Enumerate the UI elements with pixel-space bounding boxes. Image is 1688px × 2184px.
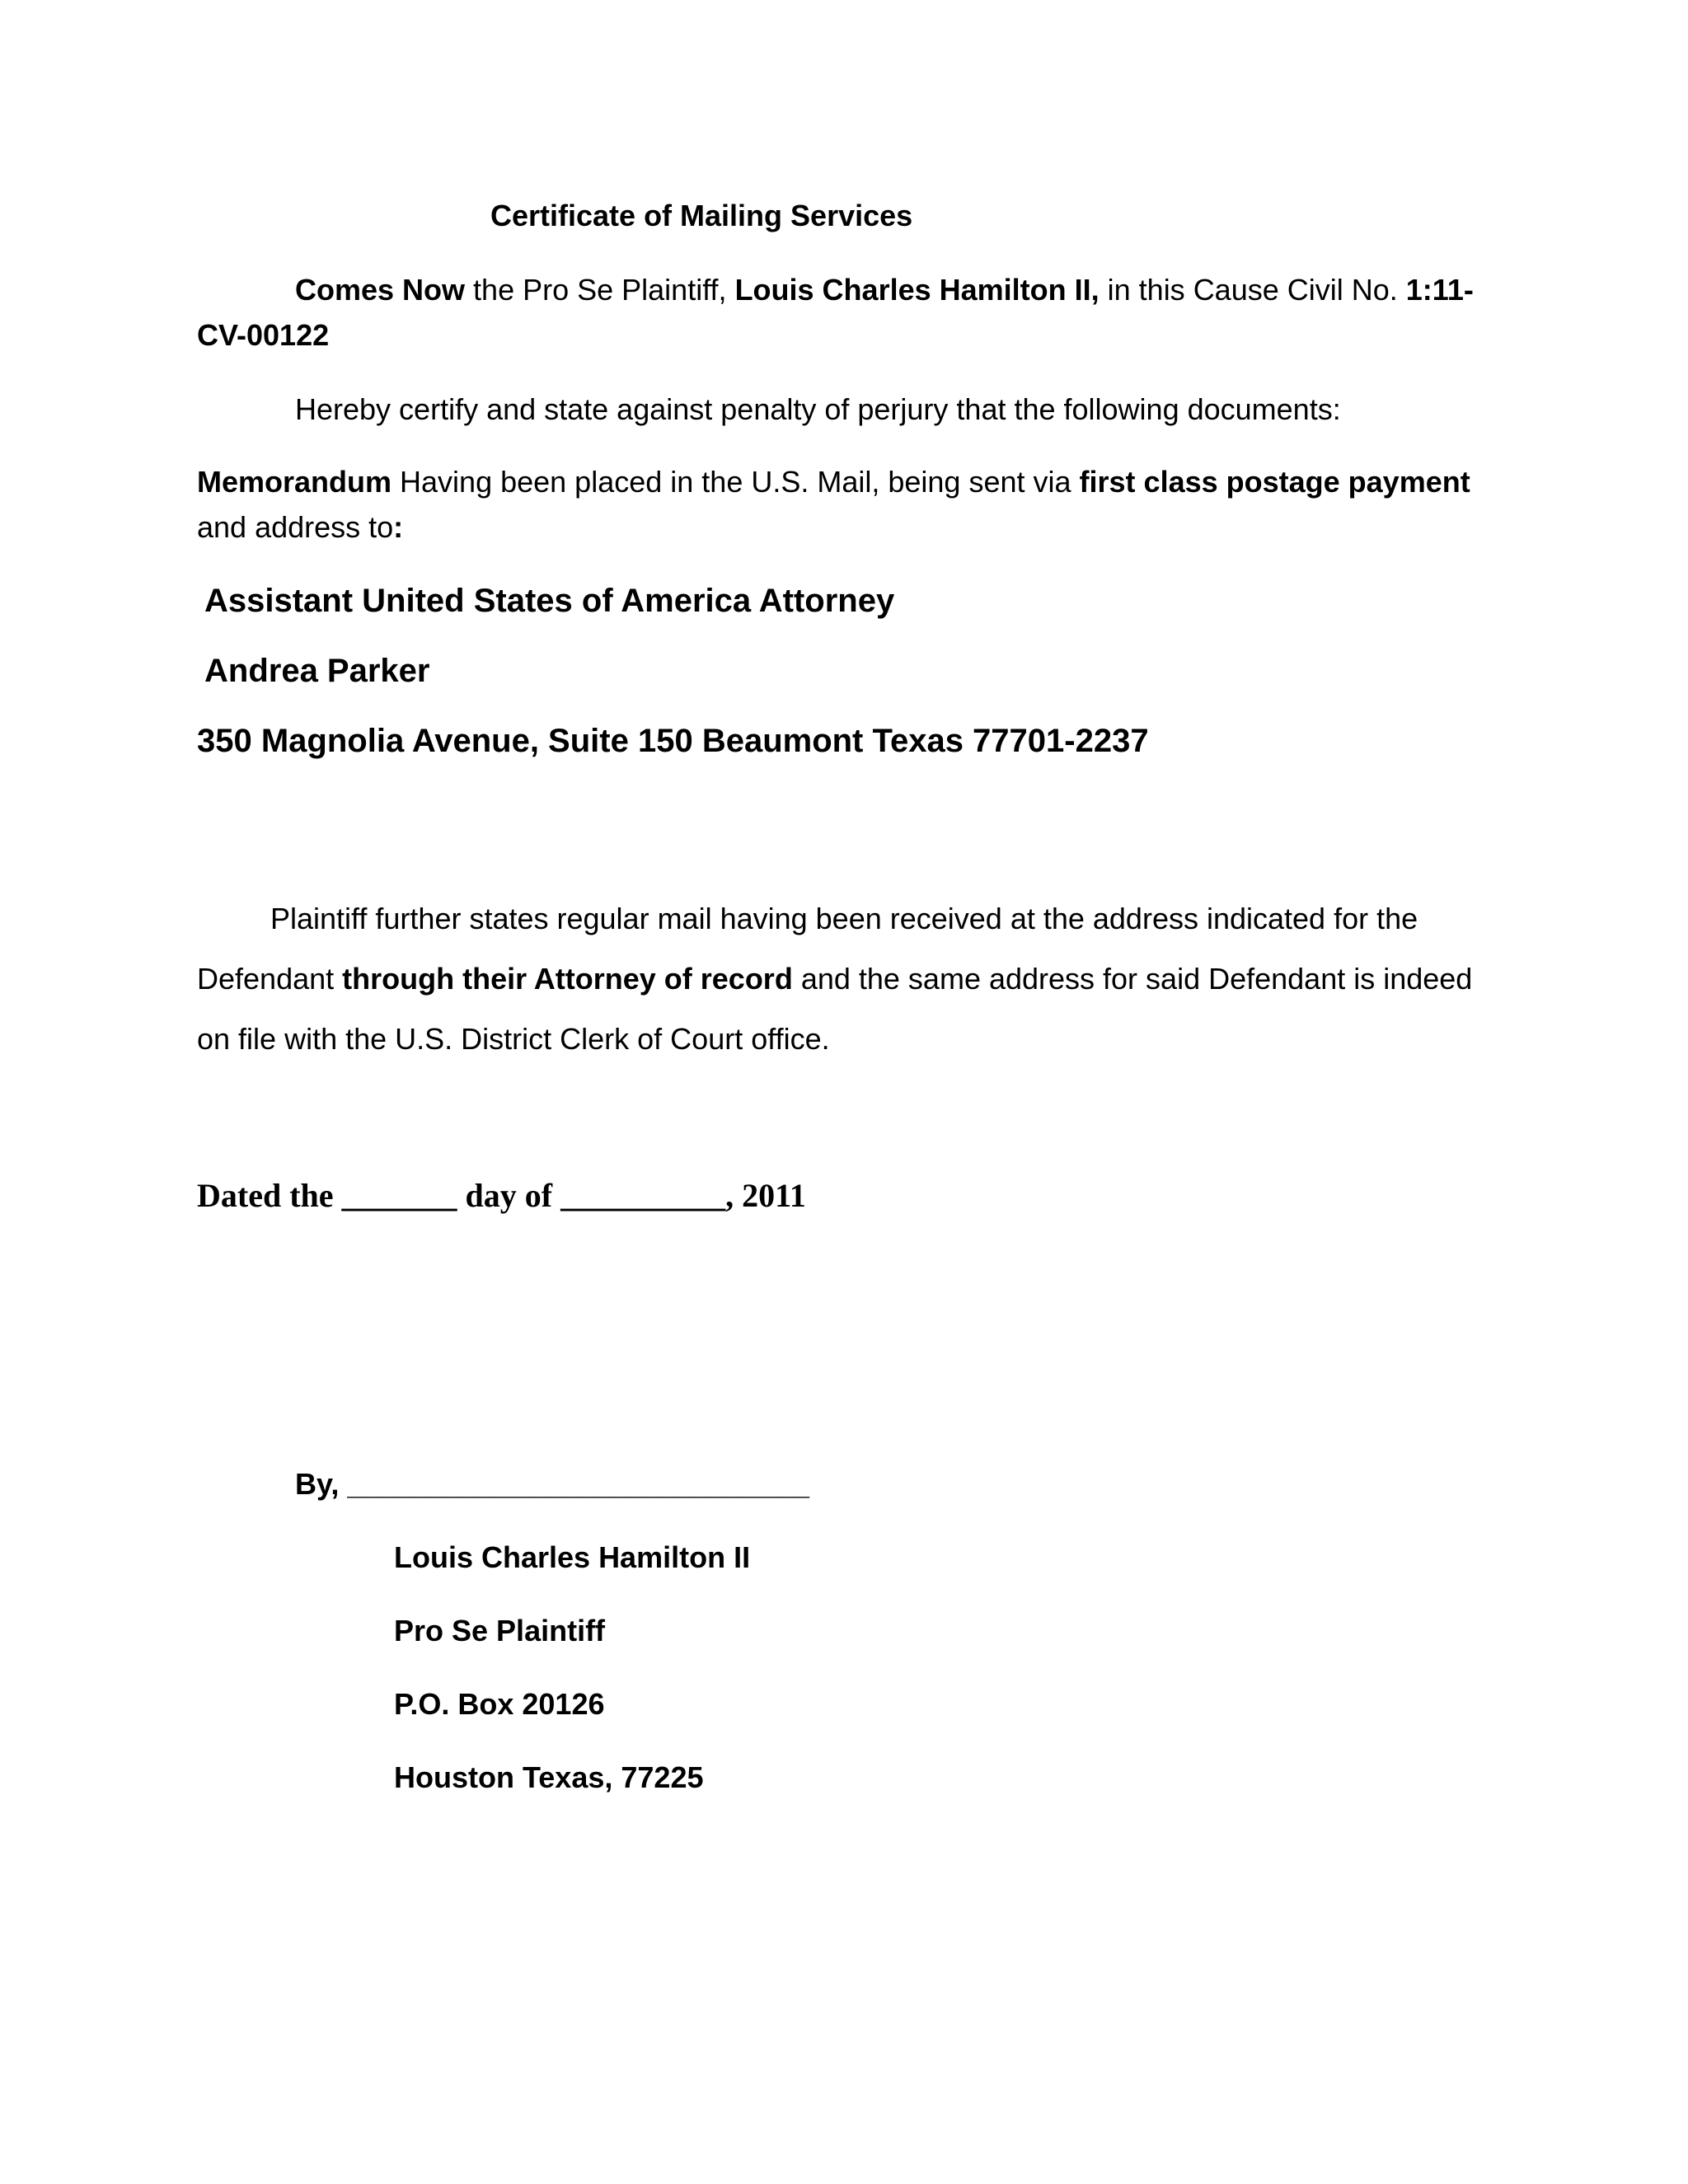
case-number-part2: CV-00122 bbox=[197, 318, 330, 352]
signer-city: Houston Texas, 77225 bbox=[394, 1760, 704, 1794]
recipient-address: 350 Magnolia Avenue, Suite 150 Beaumont Texas 77701-2237 bbox=[197, 723, 1149, 759]
mailing-colon: : bbox=[393, 510, 404, 544]
mailing-line-2 bbox=[197, 509, 403, 545]
signer-name: Louis Charles Hamilton II bbox=[394, 1540, 751, 1574]
document-name: Memorandum bbox=[197, 465, 392, 499]
recipient-name: Andrea Parker bbox=[204, 653, 430, 689]
attorney-of-record: through their Attorney of record bbox=[342, 962, 793, 996]
further-text-a: Defendant bbox=[197, 962, 343, 996]
further-text-b: and the same address for said Defendant is indeed bbox=[792, 962, 1473, 996]
certify-line: Hereby certify and state against penalty of perjury that the following documents: bbox=[295, 392, 1341, 426]
further-line-2 bbox=[197, 961, 1472, 996]
comes-now-label: Comes Now bbox=[295, 273, 466, 307]
signer-po-box: P.O. Box 20126 bbox=[394, 1687, 605, 1721]
intro-line bbox=[295, 272, 1474, 307]
recipient-title: Assistant United States of America Attorney bbox=[204, 583, 895, 619]
signature-line: By, ____________________________ bbox=[295, 1467, 809, 1501]
intro-text-2: in this Cause Civil No. bbox=[1099, 273, 1406, 307]
plaintiff-name: Louis Charles Hamilton II, bbox=[734, 273, 1100, 307]
signer-role: Pro Se Plaintiff bbox=[394, 1614, 606, 1647]
dated-line: Dated the _______ day of __________, 2011 bbox=[197, 1177, 806, 1214]
further-line-3: on file with the U.S. District Clerk of Court office. bbox=[197, 1022, 830, 1056]
postage-type: first class postage payment bbox=[1079, 465, 1470, 499]
further-line-1: Plaintiff further states regular mail having been received at the address indicated for the bbox=[270, 902, 1418, 935]
mailing-text-1: Having been placed in the U.S. Mail, being sent via bbox=[392, 465, 1080, 499]
mailing-line-1 bbox=[197, 464, 1470, 499]
document-title: Certificate of Mailing Services bbox=[490, 199, 913, 232]
case-number-part1: 1:11- bbox=[1405, 273, 1474, 307]
mailing-text-2: and address to bbox=[197, 510, 394, 544]
intro-text-1: the Pro Se Plaintiff, bbox=[465, 273, 735, 307]
